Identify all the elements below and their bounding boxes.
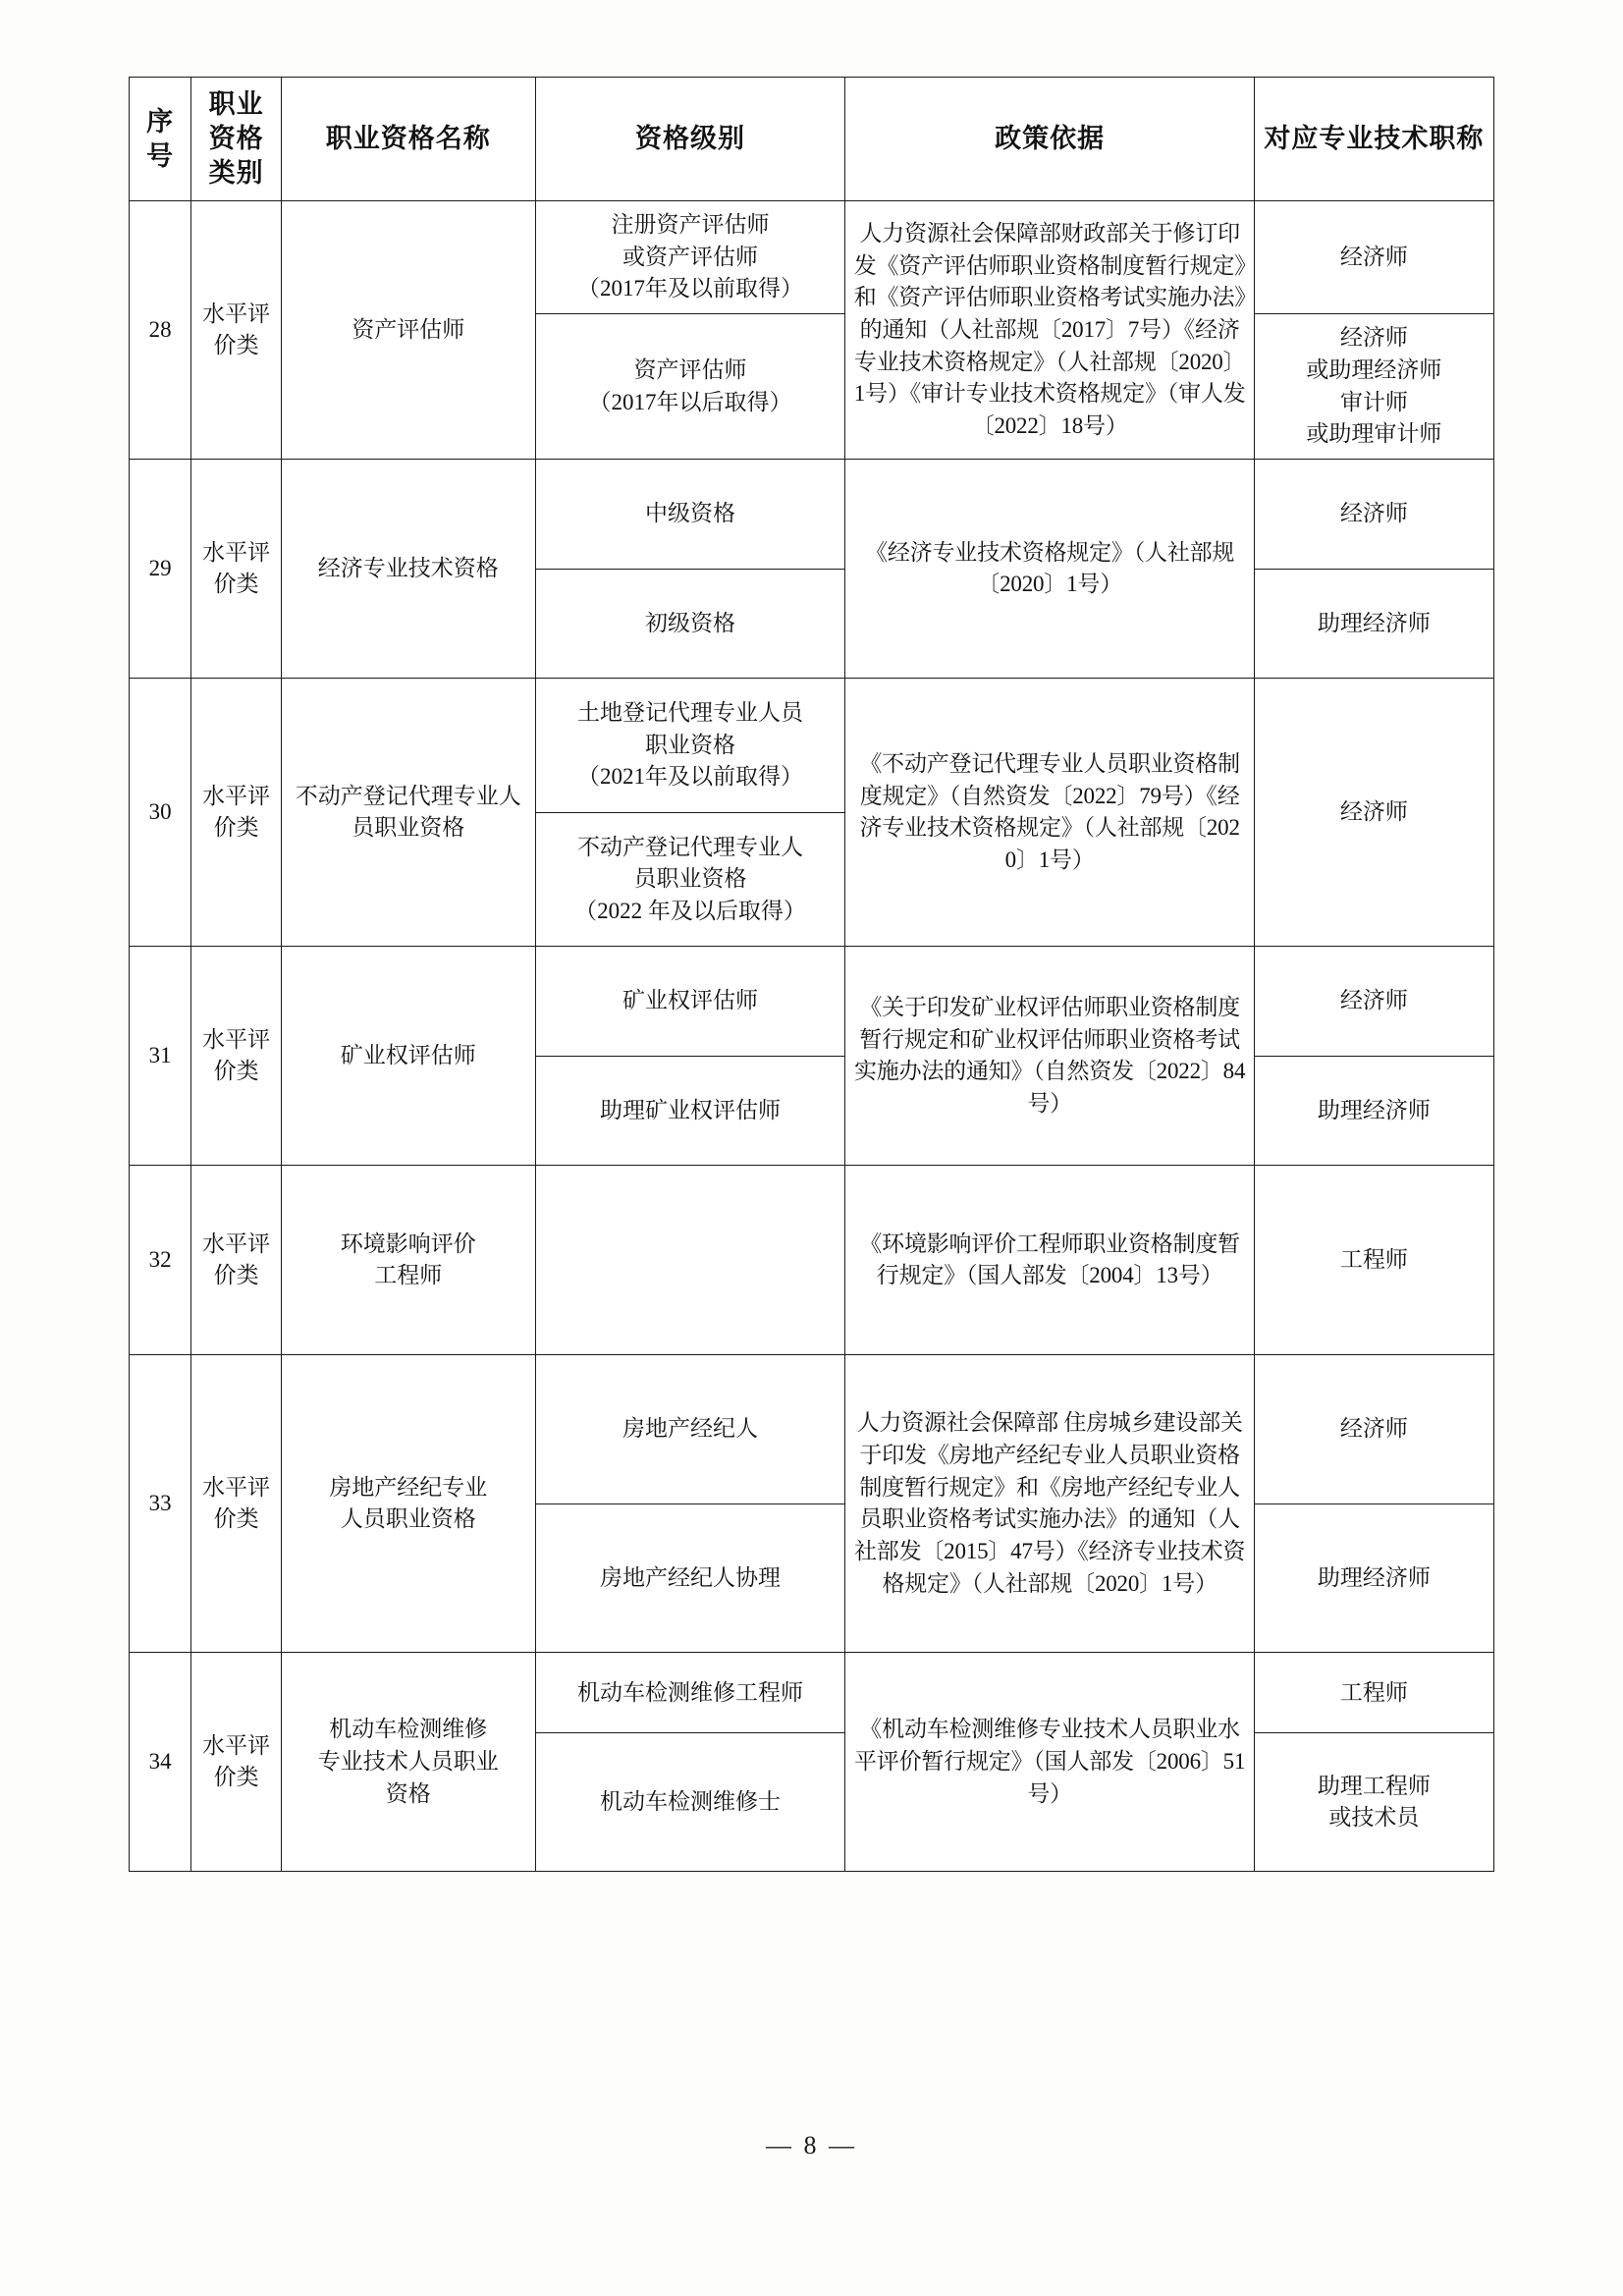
cell-policy-basis: 《环境影响评价工程师职业资格制度暂行规定》（国人部发〔2004〕13号） (845, 1166, 1254, 1355)
cell-seq: 29 (130, 460, 191, 679)
cell-professional-title: 工程师 (1254, 1166, 1493, 1355)
table-row (130, 1166, 1494, 1355)
cell-qualification-name: 机动车检测维修 专业技术人员职业 资格 (282, 1653, 535, 1872)
table-row (130, 460, 1494, 570)
cell-qualification-level: 机动车检测维修士 (535, 1733, 845, 1872)
cell-seq: 33 (130, 1355, 191, 1653)
cell-qualification-level: 中级资格 (535, 460, 845, 570)
cell-qualification-level (535, 1166, 845, 1355)
page-number: — 8 — (766, 2131, 857, 2159)
header-seq: 序号 (130, 78, 191, 201)
table-header (130, 78, 1494, 201)
cell-professional-title: 助理经济师 (1254, 1056, 1493, 1166)
cell-qualification-level: 助理矿业权评估师 (535, 1056, 845, 1166)
table-row (130, 679, 1494, 813)
cell-category: 水平评价类 (191, 947, 282, 1166)
cell-professional-title: 经济师 (1254, 947, 1493, 1057)
cell-professional-title: 经济师 (1254, 460, 1493, 570)
cell-professional-title: 经济师 (1254, 201, 1493, 314)
cell-category: 水平评价类 (191, 1355, 282, 1653)
table-row (130, 1653, 1494, 1733)
cell-professional-title: 经济师 或助理经济师 审计师 或助理审计师 (1254, 313, 1493, 459)
cell-qualification-level: 机动车检测维修工程师 (535, 1653, 845, 1733)
cell-qualification-level: 房地产经纪人协理 (535, 1503, 845, 1653)
cell-policy-basis: 人力资源社会保障部财政部关于修订印发《资产评估师职业资格制度暂行规定》和《资产评估师职业资格考试实施办法》的通知（人社部规〔2017〕7号）《经济专业技术资格规定》（人社部规〔2020〕1号）《审计专业技术资格规定》（审人发〔2022〕18号） (845, 201, 1254, 460)
cell-professional-title: 助理经济师 (1254, 569, 1493, 679)
cell-policy-basis: 《关于印发矿业权评估师职业资格制度暂行规定和矿业权评估师职业资格考试实施办法的通知》（自然资发〔2022〕84号） (845, 947, 1254, 1166)
cell-qualification-name: 资产评估师 (282, 201, 535, 460)
qualification-table-container (129, 77, 1494, 1872)
table-header-row (130, 78, 1494, 201)
cell-qualification-name: 环境影响评价 工程师 (282, 1166, 535, 1355)
header-category: 职业资格类别 (191, 78, 282, 201)
header-name: 职业资格名称 (282, 78, 535, 201)
cell-qualification-level: 矿业权评估师 (535, 947, 845, 1057)
cell-qualification-name: 矿业权评估师 (282, 947, 535, 1166)
table-row (130, 1355, 1494, 1504)
cell-category: 水平评价类 (191, 679, 282, 947)
cell-qualification-name: 经济专业技术资格 (282, 460, 535, 679)
header-title: 对应专业技术职称 (1254, 78, 1493, 201)
cell-professional-title: 经济师 (1254, 1355, 1493, 1504)
cell-category: 水平评价类 (191, 1653, 282, 1872)
cell-policy-basis: 《经济专业技术资格规定》（人社部规〔2020〕1号） (845, 460, 1254, 679)
cell-professional-title: 助理工程师 或技术员 (1254, 1733, 1493, 1872)
cell-category: 水平评价类 (191, 460, 282, 679)
cell-qualification-level: 初级资格 (535, 569, 845, 679)
cell-policy-basis: 人力资源社会保障部 住房城乡建设部关于印发《房地产经纪专业人员职业资格制度暂行规定》和《房地产经纪专业人员职业资格考试实施办法》的通知（人社部发〔2015〕47号）《经济专业技术资格规定》（人社部规〔2020〕1号） (845, 1355, 1254, 1653)
cell-professional-title: 工程师 (1254, 1653, 1493, 1733)
table-body (130, 201, 1494, 1872)
cell-professional-title: 经济师 (1254, 679, 1493, 947)
cell-policy-basis: 《机动车检测维修专业技术人员职业水平评价暂行规定》（国人部发〔2006〕51号） (845, 1653, 1254, 1872)
cell-qualification-name: 不动产登记代理专业人员职业资格 (282, 679, 535, 947)
cell-seq: 31 (130, 947, 191, 1166)
header-level: 资格级别 (535, 78, 845, 201)
cell-qualification-level: 房地产经纪人 (535, 1355, 845, 1504)
qualification-table (129, 77, 1494, 1872)
header-policy: 政策依据 (845, 78, 1254, 201)
cell-qualification-level: 不动产登记代理专业人 员职业资格 （2022 年及以后取得） (535, 812, 845, 947)
table-row (130, 201, 1494, 314)
cell-seq: 32 (130, 1166, 191, 1355)
cell-category: 水平评价类 (191, 1166, 282, 1355)
cell-policy-basis: 《不动产登记代理专业人员职业资格制度规定》（自然资发〔2022〕79号）《经济专业技术资格规定》（人社部规〔2020〕1号） (845, 679, 1254, 947)
cell-qualification-level: 注册资产评估师 或资产评估师 （2017年及以前取得） (535, 201, 845, 314)
cell-seq: 34 (130, 1653, 191, 1872)
cell-seq: 28 (130, 201, 191, 460)
cell-seq: 30 (130, 679, 191, 947)
table-row (130, 947, 1494, 1057)
cell-qualification-level: 资产评估师 （2017年以后取得） (535, 313, 845, 459)
cell-qualification-name: 房地产经纪专业 人员职业资格 (282, 1355, 535, 1653)
cell-qualification-level: 土地登记代理专业人员 职业资格 （2021年及以前取得） (535, 679, 845, 813)
cell-professional-title: 助理经济师 (1254, 1503, 1493, 1653)
cell-category: 水平评价类 (191, 201, 282, 460)
